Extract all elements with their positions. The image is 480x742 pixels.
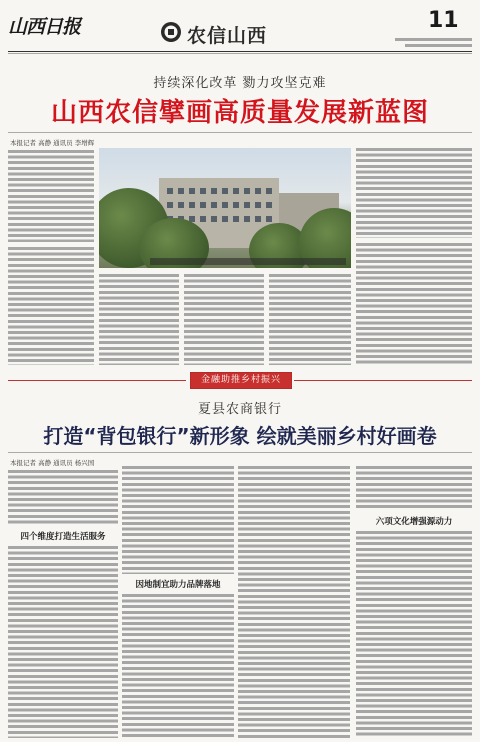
- body-text-column: [8, 470, 118, 526]
- banner-line: [8, 380, 186, 381]
- article2-byline: 本报记者 高静 通讯员 杨兴国: [10, 459, 95, 467]
- article1-byline: 本报记者 高静 通讯员 李增辉: [10, 139, 95, 147]
- masthead-rule: [8, 51, 472, 52]
- masthead-meta-line: [405, 44, 472, 47]
- body-text-column: [8, 546, 118, 738]
- body-text-column: [238, 466, 350, 738]
- paper-logo: 山西日报: [8, 16, 81, 38]
- section-name: 农信山西: [187, 25, 268, 47]
- body-text-column: [184, 274, 264, 365]
- masthead-meta-line: [395, 38, 472, 41]
- section-banner: 金融助推乡村振兴: [190, 372, 292, 389]
- body-text-column: [356, 466, 472, 510]
- photo-windows: [167, 202, 272, 208]
- photo-caption: [150, 258, 346, 265]
- body-text-column: [269, 274, 351, 365]
- body-text-column: [356, 531, 472, 738]
- article2-subhead: 因地制宜助力品牌落地: [135, 580, 221, 590]
- article1-headline: 山西农信擘画高质量发展新蓝图: [50, 98, 429, 128]
- article2-kicker: 夏县农商银行: [197, 402, 282, 417]
- body-text-column: [122, 594, 234, 738]
- body-text-column: [356, 243, 472, 365]
- article2-subhead: 四个维度打造生活服务: [20, 532, 106, 542]
- article1-kicker: 持续深化改革 勠力攻坚克难: [153, 76, 327, 91]
- photo-windows: [167, 188, 272, 194]
- body-text-column: [122, 466, 234, 574]
- body-text-column: [8, 247, 94, 365]
- headline-rule: [8, 452, 472, 453]
- headline-rule: [8, 132, 472, 133]
- body-text-column: [8, 150, 94, 242]
- rural-credit-emblem-icon: [160, 21, 182, 43]
- page-number: 11: [428, 8, 459, 33]
- article2-headline: 打造“背包银行”新形象 绘就美丽乡村好画卷: [43, 424, 437, 448]
- body-text-column: [356, 148, 472, 238]
- article2-subhead: 六项文化增强源动力: [375, 517, 453, 527]
- body-text-column: [99, 274, 179, 365]
- banner-line: [294, 380, 472, 381]
- masthead-rule: [8, 53, 472, 54]
- article1-photo: [99, 148, 351, 268]
